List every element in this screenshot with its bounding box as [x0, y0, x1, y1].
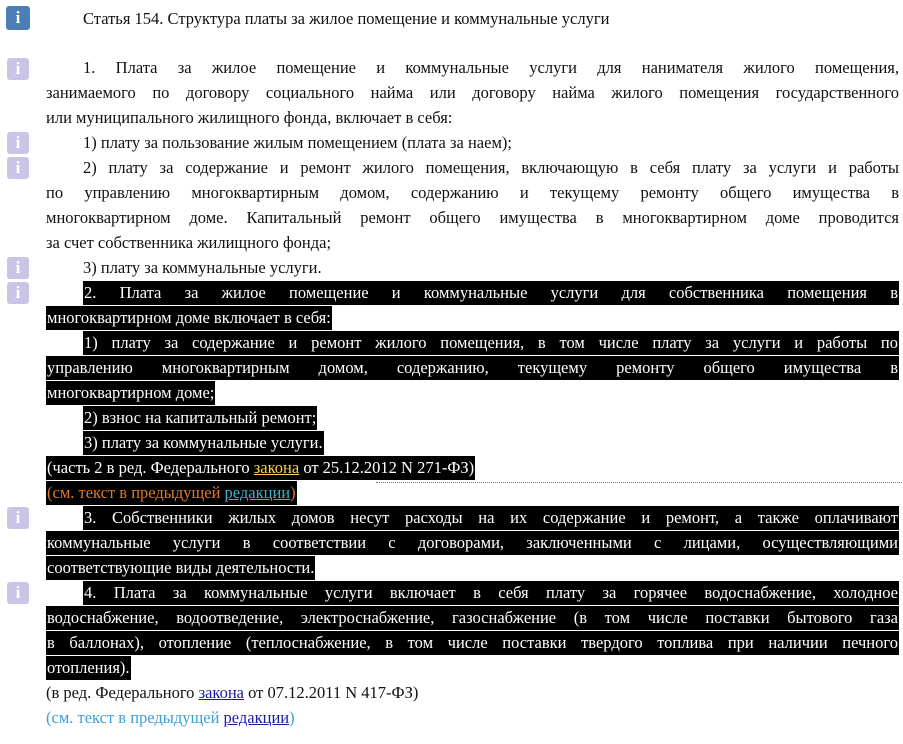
p1-item-2-line-1: 2) плату за содержание и ремонт жилого помещения, включающую в себя плату за услуги и работы	[83, 158, 899, 177]
previous-edition-note-1	[46, 481, 297, 505]
p2-item-3: 3) плату за коммунальные услуги.	[83, 431, 324, 455]
p3-line-2: коммунальные услуги в соответствии с договорами, заключенными с лицами, осуществляющими	[46, 531, 899, 555]
p2-item-1-line-1: 1) плату за содержание и ремонт жилого помещения, в том числе плату за услуги и работы по	[83, 331, 899, 355]
p2-item-1-line-2: управлению многоквартирным домом, содержанию, текущему ремонту общего имущества в	[46, 356, 899, 380]
amendment-note-2	[46, 681, 418, 705]
p1-3-info-icon[interactable]: i	[7, 257, 29, 279]
p1-line-3: или муниципального жилищного фонда, включает в себя:	[46, 108, 453, 127]
p1-item-2-line-3: многоквартирном доме. Капитальный ремонт общего имущества в многоквартирном доме проводится	[46, 208, 899, 227]
p4-line-4: отопления).	[46, 656, 131, 680]
prev-1-before: (см. текст в предыдущей	[47, 483, 225, 502]
p4-line-2: водоснабжение, водоотведение, электроснабжение, газоснабжение (в том числе поставки бытового газа	[46, 606, 899, 630]
edition-link-2[interactable]: редакции	[223, 708, 290, 727]
p1-item-2-line-4: за счет собственника жилищного фонда;	[46, 233, 332, 252]
p2-line-2: многоквартирном доме включает в себя:	[46, 306, 332, 330]
p2-item-2: 2) взнос на капитальный ремонт;	[83, 406, 317, 430]
p2-line-1: 2. Плата за жилое помещение и коммунальные услуги для собственника помещения в	[83, 281, 899, 305]
prev-1-after: )	[290, 483, 296, 502]
article-info-icon[interactable]: i	[6, 6, 30, 30]
p2-item-1-line-3: многоквартирном доме;	[46, 381, 215, 405]
amendment-2-after: от 07.12.2011 N 417-ФЗ)	[244, 683, 419, 702]
prev-2-after: )	[289, 708, 295, 727]
p4-line-1: 4. Плата за коммунальные услуги включает в себя плату за горячее водоснабжение, холодное	[83, 581, 899, 605]
p4-info-icon[interactable]: i	[7, 582, 29, 604]
law-link-1[interactable]: закона	[253, 458, 300, 477]
p2-info-icon[interactable]: i	[7, 282, 29, 304]
p3-info-icon[interactable]: i	[7, 507, 29, 529]
p1-line-1: 1. Плата за жилое помещение и коммунальные услуги для нанимателя жилого помещения,	[83, 58, 899, 77]
p1-item-3: 3) плату за коммунальные услуги.	[83, 258, 322, 277]
p1-item-1: 1) плату за пользование жилым помещением (плата за наем);	[83, 133, 512, 152]
amendment-2-before: (в ред. Федерального	[46, 683, 199, 702]
amendment-1-after: от 25.12.2012 N 271-ФЗ)	[299, 458, 475, 477]
amendment-1-before: (часть 2 в ред. Федерального	[47, 458, 254, 477]
p1-info-icon[interactable]: i	[7, 58, 29, 80]
edition-link-1[interactable]: редакции	[224, 483, 291, 502]
p3-line-1: 3. Собственники жилых домов несут расходы на их содержание и ремонт, а также оплачивают	[83, 506, 899, 530]
p1-item-2-line-2: по управлению многоквартирным домом, содержанию и текущему ремонту общего имущества в	[46, 183, 899, 202]
previous-edition-note-2	[46, 706, 295, 730]
p1-2-info-icon[interactable]: i	[7, 157, 29, 179]
law-link-2[interactable]: закона	[198, 683, 244, 702]
p4-line-3: в баллонах), отопление (теплоснабжение, в том числе поставки твердого топлива при наличии печного	[46, 631, 899, 655]
dotted-separator	[376, 482, 903, 483]
prev-2-before: (см. текст в предыдущей	[46, 708, 224, 727]
article-title: Статья 154. Структура платы за жилое помещение и коммунальные услуги	[83, 9, 610, 28]
p1-line-2: занимаемого по договору социального найма или договору найма жилого помещения государственного	[46, 83, 899, 102]
p1-1-info-icon[interactable]: i	[7, 132, 29, 154]
p3-line-3: соответствующие виды деятельности.	[46, 556, 315, 580]
amendment-note-1	[46, 456, 475, 480]
